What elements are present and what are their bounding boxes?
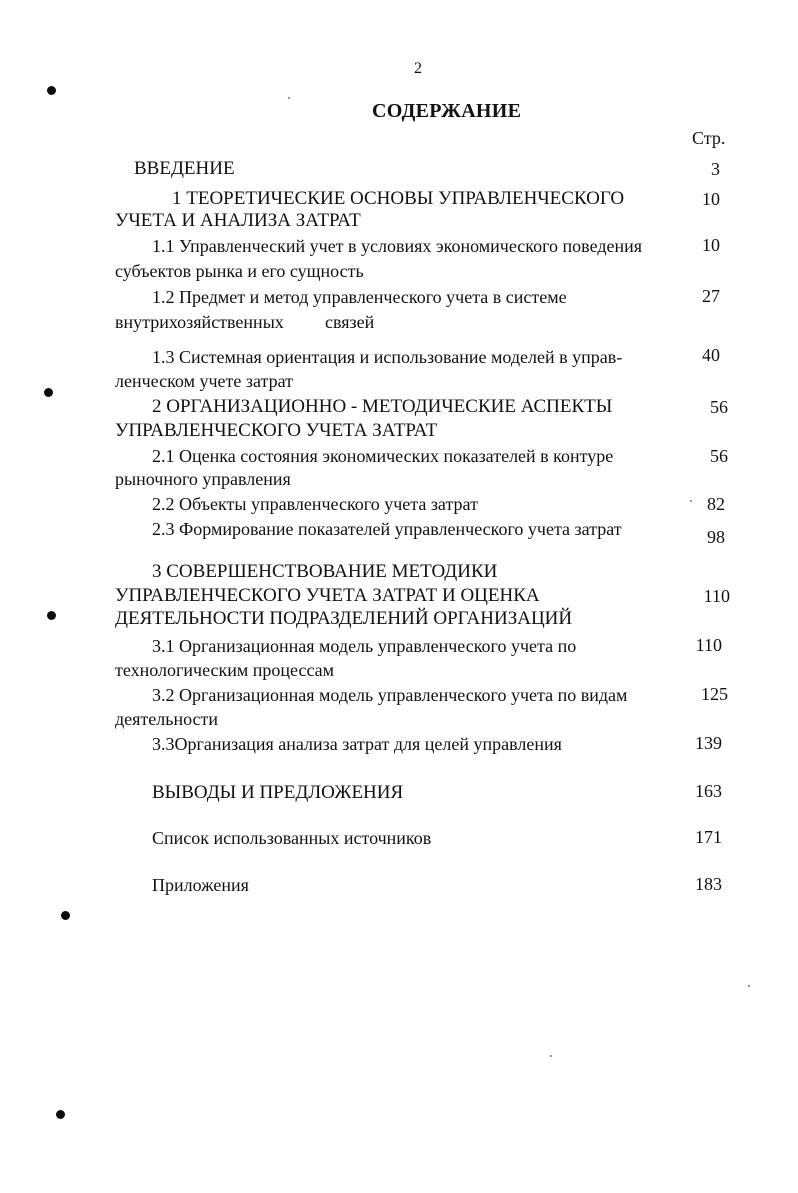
page-column-header: Стр.	[692, 128, 726, 148]
toc-entry-introduction: ВВЕДЕНИЕ	[134, 158, 235, 179]
scan-speck	[748, 985, 750, 987]
toc-chapter-1-line-1: 1 ТЕОРЕТИЧЕСКИЕ ОСНОВЫ УПРАВЛЕНЧЕСКОГО	[172, 188, 625, 209]
toc-entry-sources: Список использованных источников	[152, 828, 432, 848]
toc-section-2-2: 2.2 Объекты управленческого учета затрат	[152, 494, 478, 514]
toc-section-1-3-line-1: 1.3 Системная ориентация и использование моделей в управ-	[152, 347, 623, 367]
toc-page-chapter-1: 10	[702, 189, 720, 209]
toc-page-section-2-1: 56	[710, 446, 728, 466]
toc-section-1-2-line-2: внутрихозяйственных	[115, 312, 284, 332]
toc-section-1-1-line-1: 1.1 Управленческий учет в условиях экономического поведения	[152, 236, 643, 256]
toc-section-2-3: 2.3 Формирование показателей управленческого учета затрат	[152, 519, 622, 539]
toc-page-appendix: 183	[695, 874, 722, 894]
toc-chapter-2-line-2: УПРАВЛЕНЧЕСКОГО УЧЕТА ЗАТРАТ	[115, 420, 438, 441]
toc-page-chapter-3: 110	[703, 586, 730, 606]
toc-page-section-1-2: 27	[702, 286, 720, 306]
toc-section-3-1-line-1: 3.1 Организационная модель управленческого учета по	[152, 636, 577, 656]
toc-page-conclusions: 163	[695, 781, 722, 801]
toc-section-1-2-line-1: 1.2 Предмет и метод управленческого учета в системе	[152, 287, 567, 307]
toc-section-1-1-line-2: субъектов рынка и его сущность	[115, 261, 364, 281]
toc-chapter-3-line-3: ДЕЯТЕЛЬНОСТИ ПОДРАЗДЕЛЕНИЙ ОРГАНИЗАЦИЙ	[115, 608, 573, 629]
binding-hole-mark	[56, 1110, 65, 1119]
toc-page-introduction: 3	[711, 159, 720, 179]
toc-chapter-3-line-2: УПРАВЛЕНЧЕСКОГО УЧЕТА ЗАТРАТ И ОЦЕНКА	[115, 585, 540, 606]
toc-page-sources: 171	[695, 827, 722, 847]
toc-chapter-1-line-2: УЧЕТА И АНАЛИЗА ЗАТРАТ	[115, 210, 361, 231]
toc-section-2-1-line-1: 2.1 Оценка состояния экономических показателей в контуре	[152, 446, 614, 466]
scan-speck	[288, 97, 290, 99]
toc-entry-conclusions: ВЫВОДЫ И ПРЕДЛОЖЕНИЯ	[152, 782, 404, 803]
toc-section-3-1-line-2: технологическим процессам	[115, 660, 335, 680]
binding-hole-mark	[61, 911, 70, 920]
toc-section-3-2-line-2: деятельности	[115, 709, 219, 729]
toc-page-section-3-1: 110	[695, 635, 722, 655]
toc-page-chapter-2: 56	[710, 397, 728, 417]
binding-hole-mark	[47, 611, 56, 620]
toc-chapter-2-line-1: 2 ОРГАНИЗАЦИОННО - МЕТОДИЧЕСКИЕ АСПЕКТЫ	[152, 396, 613, 417]
page-number: 2	[414, 60, 422, 77]
toc-page-section-2-2: 82	[707, 494, 725, 514]
toc-section-3-2-line-1: 3.2 Организационная модель управленческого учета по видам	[152, 685, 628, 705]
toc-page-section-2-3: 98	[707, 527, 725, 547]
toc-section-3-3: 3.3Организация анализа затрат для целей управления	[152, 734, 562, 754]
toc-section-1-3-line-2: ленческом учете затрат	[115, 371, 293, 391]
page-title: СОДЕРЖАНИЕ	[372, 100, 522, 122]
toc-entry-appendix: Приложения	[152, 875, 249, 895]
toc-page-section-3-3: 139	[695, 733, 722, 753]
toc-page-section-1-1: 10	[702, 235, 720, 255]
binding-hole-mark	[44, 388, 53, 397]
toc-section-2-1-line-2: рыночного управления	[115, 469, 291, 489]
toc-section-1-2-line-2-end: связей	[325, 312, 375, 332]
scan-speck	[550, 1055, 552, 1057]
toc-page-section-3-2: 125	[701, 684, 728, 704]
binding-hole-mark	[47, 86, 56, 95]
toc-chapter-3-line-1: 3 СОВЕРШЕНСТВОВАНИЕ МЕТОДИКИ	[152, 561, 498, 582]
toc-page-section-1-3: 40	[702, 345, 720, 365]
